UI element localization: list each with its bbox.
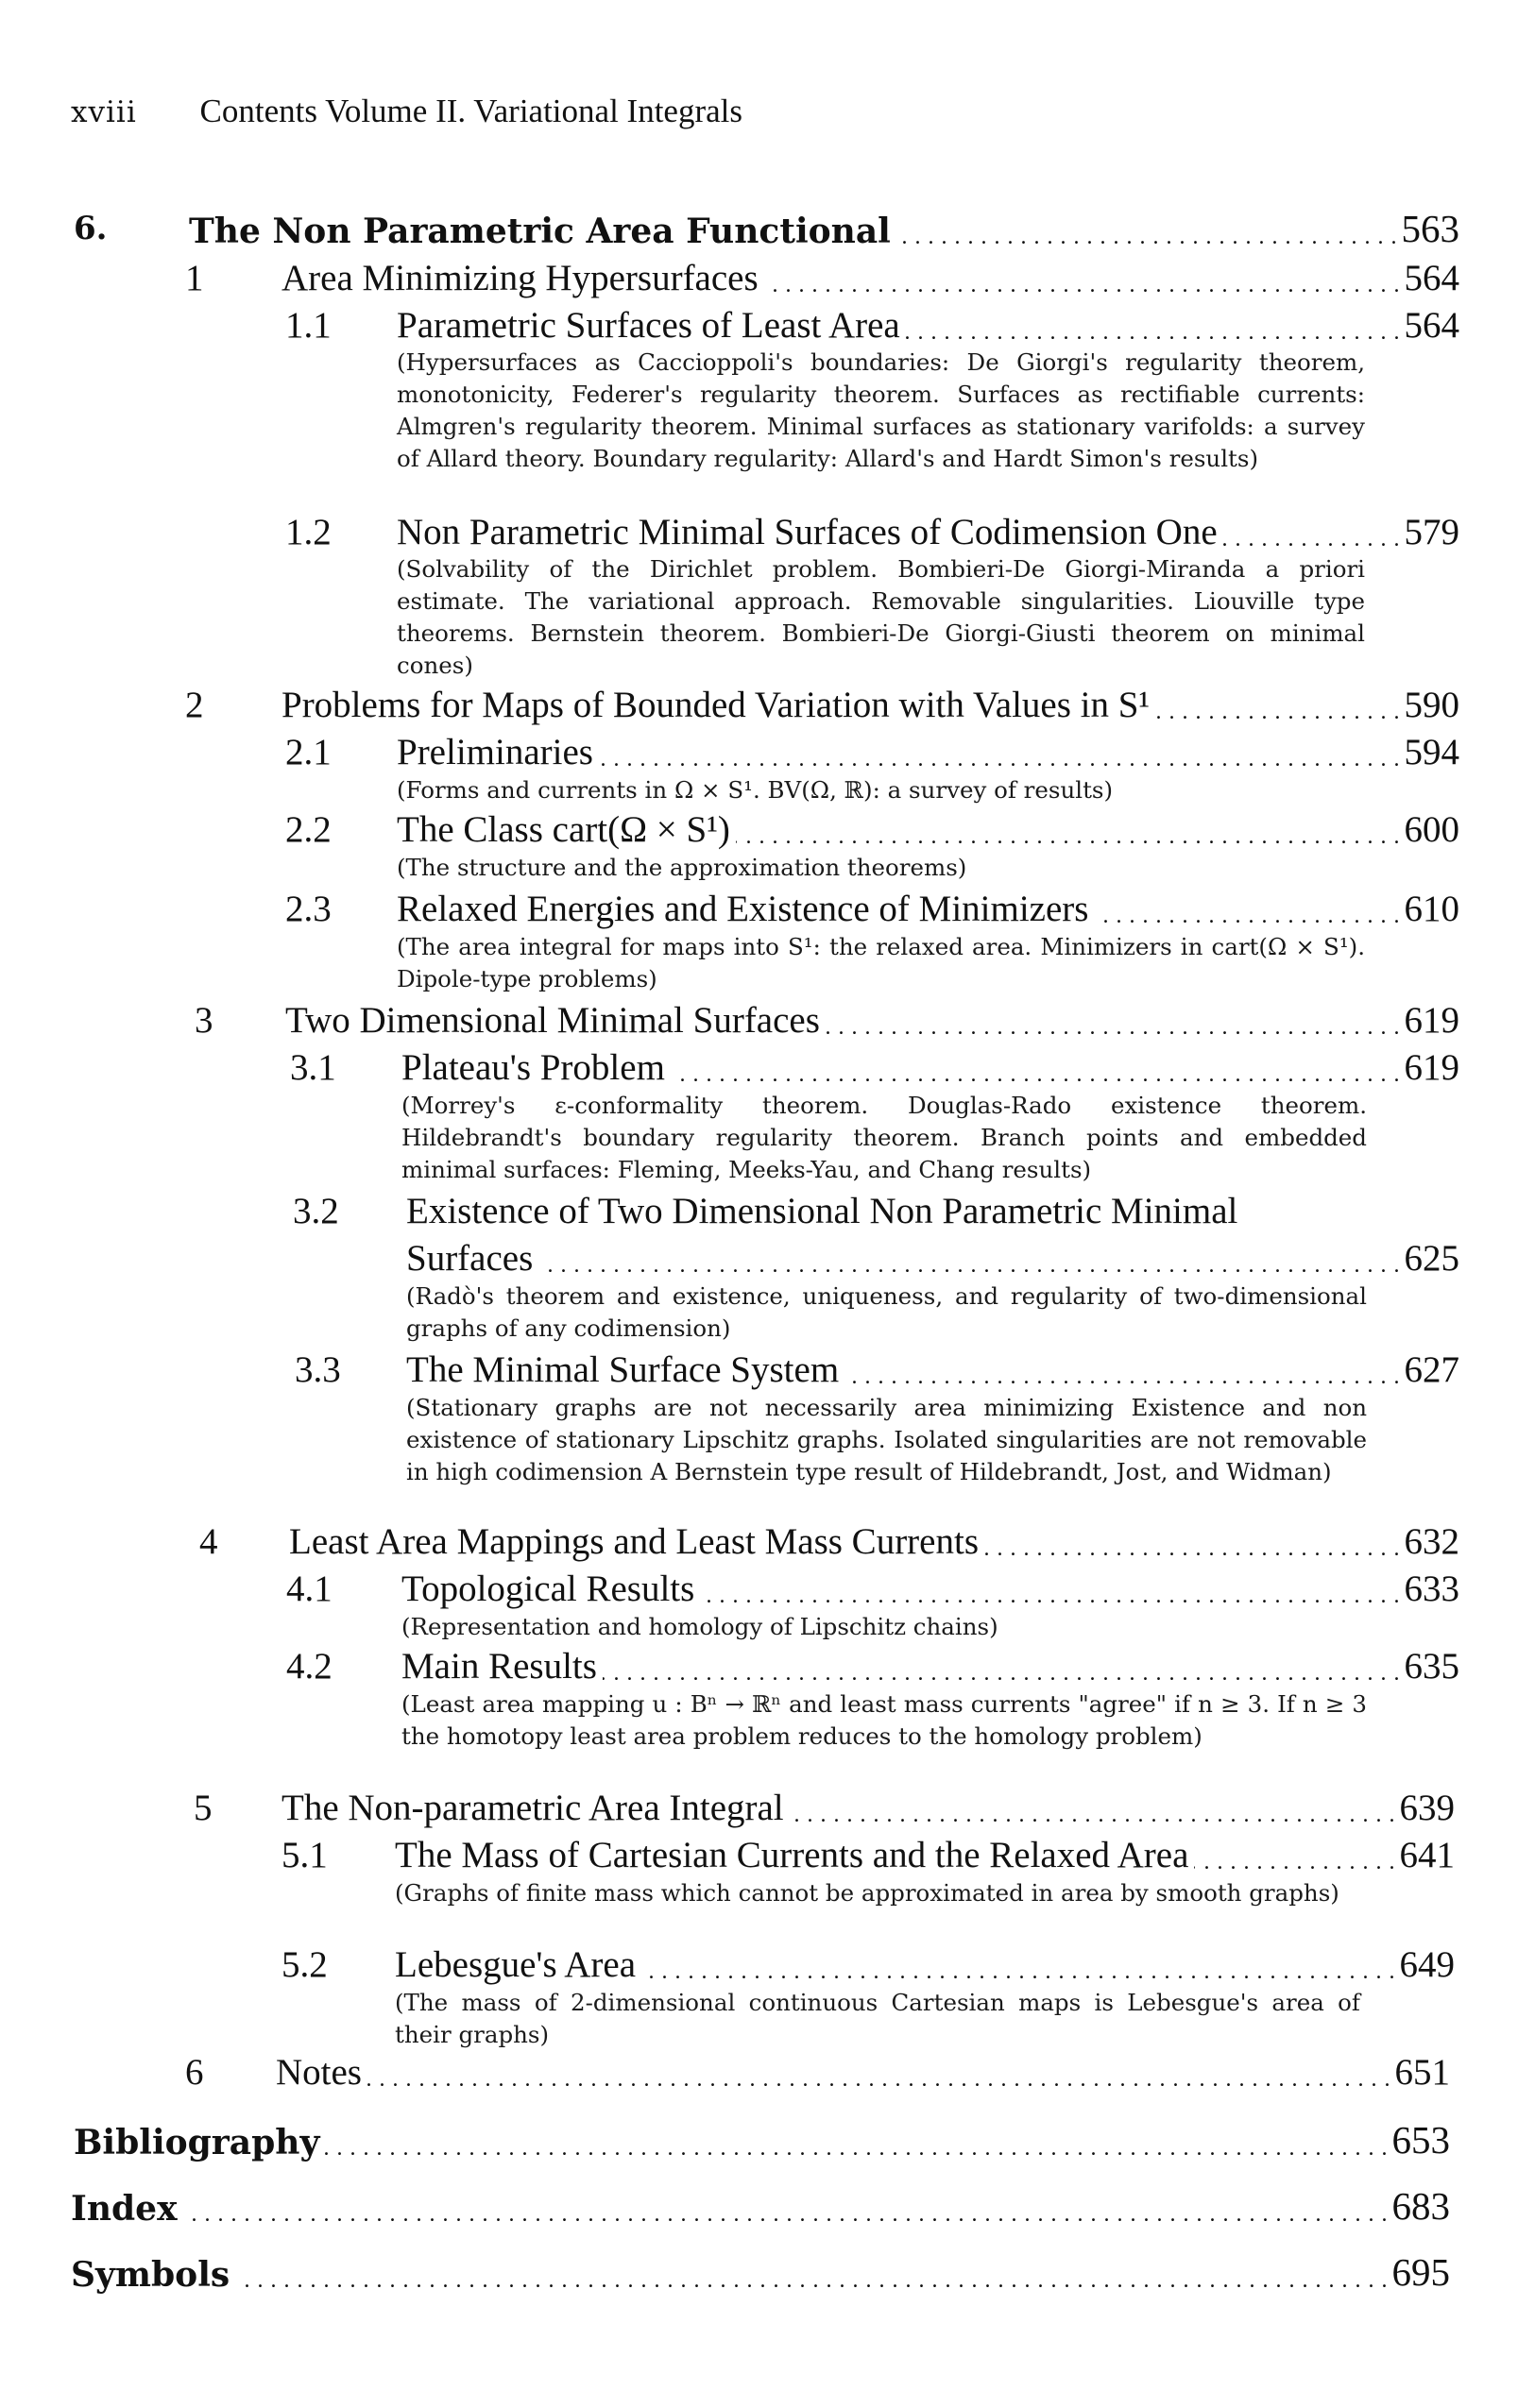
leader-dots [641,1960,1395,1979]
entry-number: 3 [195,1000,213,1041]
toc-entry-2-1[interactable] [285,731,1459,773]
entry-title: Lebesgue's Area [395,1944,637,1985]
leader-dots [599,748,1401,767]
entry-title: The Non-parametric Area Integral [281,1788,784,1828]
entry-page: 594 [1404,732,1459,772]
toc-entry-symbols[interactable] [71,2249,1450,2295]
entry-title: Main Results [401,1646,597,1687]
leader-dots [736,825,1401,844]
toc-entry-3-2[interactable] [406,1237,1459,1280]
entry-page: 563 [1401,207,1459,250]
entry-description-3-3: (Stationary graphs are not necessarily area minimizing Existence and non existence of stationary Lipschitz graphs. Isolated singularities are not removable in high codimension A Bernstein type result of Hildebrandt, Jost, and Widman) [406,1394,1367,1485]
entry-description-2-2: (The structure and the approximation theorems) [397,854,967,881]
entry-page: 641 [1399,1835,1455,1875]
entry-title: Two Dimensional Minimal Surfaces [285,1000,820,1041]
entry-number: 2.2 [285,809,332,850]
entry-page: 683 [1391,2184,1450,2228]
entry-description-5-2: (The mass of 2-dimensional continuous Cartesian maps is Lebesgue's area of their graphs) [395,1989,1360,2048]
toc-entry-3-2-line1[interactable] [293,1190,1459,1232]
running-head-title: Contents Volume II. Variational Integrals [199,93,742,129]
entry-number: 5 [194,1788,213,1828]
leader-dots [826,1016,1401,1035]
entry-number: 5.1 [281,1835,328,1875]
leader-dots [896,226,1398,245]
leader-dots [183,2203,1389,2222]
toc-entry-1-1[interactable] [285,304,1459,347]
entry-description-2-3: (The area integral for maps into S¹: the relaxed area. Minimizers in cart(Ω × S¹). Dipole-type problems) [397,933,1365,992]
leader-dots [1194,1851,1395,1870]
entry-title: The Class cart(Ω × S¹) [397,809,730,850]
entry-number: 4.2 [286,1646,333,1687]
entry-title-continued: Surfaces [406,1238,534,1279]
entry-page: 632 [1404,1521,1459,1562]
leader-dots [1094,905,1400,924]
entry-page: 651 [1394,2052,1450,2093]
entry-page: 695 [1391,2250,1450,2294]
entry-title: Non Parametric Minimal Surfaces of Codimension One [397,512,1218,552]
entry-title: Problems for Maps of Bounded Variation with Values in S¹ [281,685,1151,725]
entry-number: 6 [185,2052,204,2093]
entry-title: Least Area Mappings and Least Mass Currents [289,1521,979,1562]
entry-page: 564 [1404,305,1459,346]
leader-dots [671,1063,1401,1082]
entry-title: Topological Results [401,1569,695,1609]
entry-description-4-1: (Representation and homology of Lipschitz chains) [401,1613,998,1640]
leader-dots [235,2269,1388,2288]
entry-number: 5.2 [281,1944,328,1985]
toc-entry-3-1[interactable] [290,1046,1459,1089]
toc-entry-chapter-6[interactable] [74,206,1459,251]
entry-page: 590 [1404,685,1459,725]
leader-dots [1155,701,1400,720]
leader-dots [844,1365,1400,1384]
page-number: xviii [71,95,137,129]
entry-title: Plateau's Problem [401,1047,665,1088]
toc-entry-section-4[interactable] [199,1520,1459,1563]
entry-number: 2.3 [285,889,332,929]
entry-number: 1.2 [285,512,332,552]
leader-dots [700,1585,1400,1603]
entry-page: 627 [1404,1349,1459,1390]
toc-entry-section-6[interactable] [185,2051,1450,2094]
toc-entry-section-5[interactable] [194,1787,1455,1829]
running-head [71,93,742,130]
entry-number: 4.1 [286,1569,333,1609]
entry-description-5-1: (Graphs of finite mass which cannot be approximated in area by smooth graphs) [395,1879,1339,1907]
leader-dots [790,1804,1396,1823]
entry-number: 6. [74,210,108,247]
entry-number: 3.1 [290,1047,336,1088]
entry-title: Existence of Two Dimensional Non Parametric Minimal [406,1191,1238,1231]
entry-description-1-2: (Solvability of the Dirichlet problem. Bombieri-De Giorgi-Miranda a priori estimate. The variational approach. Removable singularities. Liouville type theorems. Bernstein theorem. Bombieri-De Giorgi-Giusti theorem on minimal cones) [397,555,1365,679]
entry-page: 619 [1404,1047,1459,1088]
entry-title: The Minimal Surface System [406,1349,840,1390]
entry-number: 1 [185,258,204,298]
entry-page: 633 [1404,1569,1459,1609]
leader-dots [764,274,1401,293]
entry-title: Symbols [71,2255,230,2295]
entry-title: Parametric Surfaces of Least Area [397,305,900,346]
entry-title: The Mass of Cartesian Currents and the Relaxed Area [395,1835,1189,1875]
entry-number: 3.2 [293,1191,339,1231]
leader-dots [1223,528,1401,547]
entry-number: 4 [199,1521,218,1562]
entry-title: Area Minimizing Hypersurfaces [281,258,759,298]
entry-number: 2.1 [285,732,332,772]
entry-number: 3.3 [295,1349,341,1390]
leader-dots [603,1662,1401,1681]
entry-title: The Non Parametric Area Functional [189,212,891,251]
entry-page: 649 [1399,1944,1455,1985]
entry-number: 1.1 [285,305,332,346]
entry-description-2-1: (Forms and currents in Ω × S¹. BV(Ω, ℝ): a survey of results) [397,776,1114,804]
leader-dots [538,1254,1400,1273]
toc-entry-index[interactable] [71,2183,1450,2229]
entry-page: 619 [1404,1000,1459,1041]
toc-entry-2-2[interactable] [285,808,1459,851]
toc-entry-5-1[interactable] [281,1834,1455,1876]
toc-entry-section-1[interactable] [185,257,1459,299]
leader-dots [984,1537,1401,1556]
entry-title: Preliminaries [397,732,593,772]
entry-page: 564 [1404,258,1459,298]
entry-page: 610 [1404,889,1459,929]
entry-page: 579 [1404,512,1459,552]
toc-entry-5-2[interactable] [281,1943,1455,1986]
entry-description-4-2: (Least area mapping u : Bⁿ → ℝⁿ and least mass currents "agree" if n ≥ 3. If n ≥ 3 the homotopy least area problem reduces to the homology problem) [401,1690,1367,1750]
leader-dots [325,2137,1388,2156]
toc-entry-section-2[interactable] [185,684,1459,726]
toc-entry-bibliography[interactable] [74,2117,1450,2162]
leader-dots [367,2068,1391,2087]
entry-description-3-2: (Radò's theorem and existence, uniqueness, and regularity of two-dimensional graphs of any codimension) [406,1282,1367,1342]
entry-number: 2 [185,685,204,725]
entry-page: 625 [1404,1238,1459,1279]
entry-title: Index [71,2189,178,2229]
toc-entry-1-2[interactable] [285,511,1459,553]
entry-page: 653 [1391,2118,1450,2162]
toc-entry-3-3[interactable] [295,1348,1459,1391]
entry-description-3-1: (Morrey's ε-conformality theorem. Douglas-Rado existence theorem. Hildebrandt's boundary regularity theorem. Branch points and embedded minimal surfaces: Fleming, Meeks-Yau, and Chang results) [401,1092,1367,1183]
entry-title: Bibliography [74,2123,320,2162]
entry-page: 600 [1404,809,1459,850]
entry-description-1-1: (Hypersurfaces as Caccioppoli's boundaries: De Giorgi's regularity theorem, monotonicity, Federer's regularity theorem. Surfaces as rectifiable currents: Almgren's regularity theorem. Minimal surfaces as stationary varifolds: a survey of Allard theory. Boundary regularity: Allard's and Hardt Simon's results) [397,348,1365,472]
entry-page: 635 [1404,1646,1459,1687]
entry-page: 639 [1399,1788,1455,1828]
toc-entry-2-3[interactable] [285,888,1459,930]
leader-dots [906,321,1401,340]
toc-entry-4-1[interactable] [286,1568,1459,1610]
entry-title: Notes [276,2052,362,2093]
toc-entry-section-3[interactable] [195,999,1459,1042]
entry-title: Relaxed Energies and Existence of Minimizers [397,889,1089,929]
toc-entry-4-2[interactable] [286,1645,1459,1687]
